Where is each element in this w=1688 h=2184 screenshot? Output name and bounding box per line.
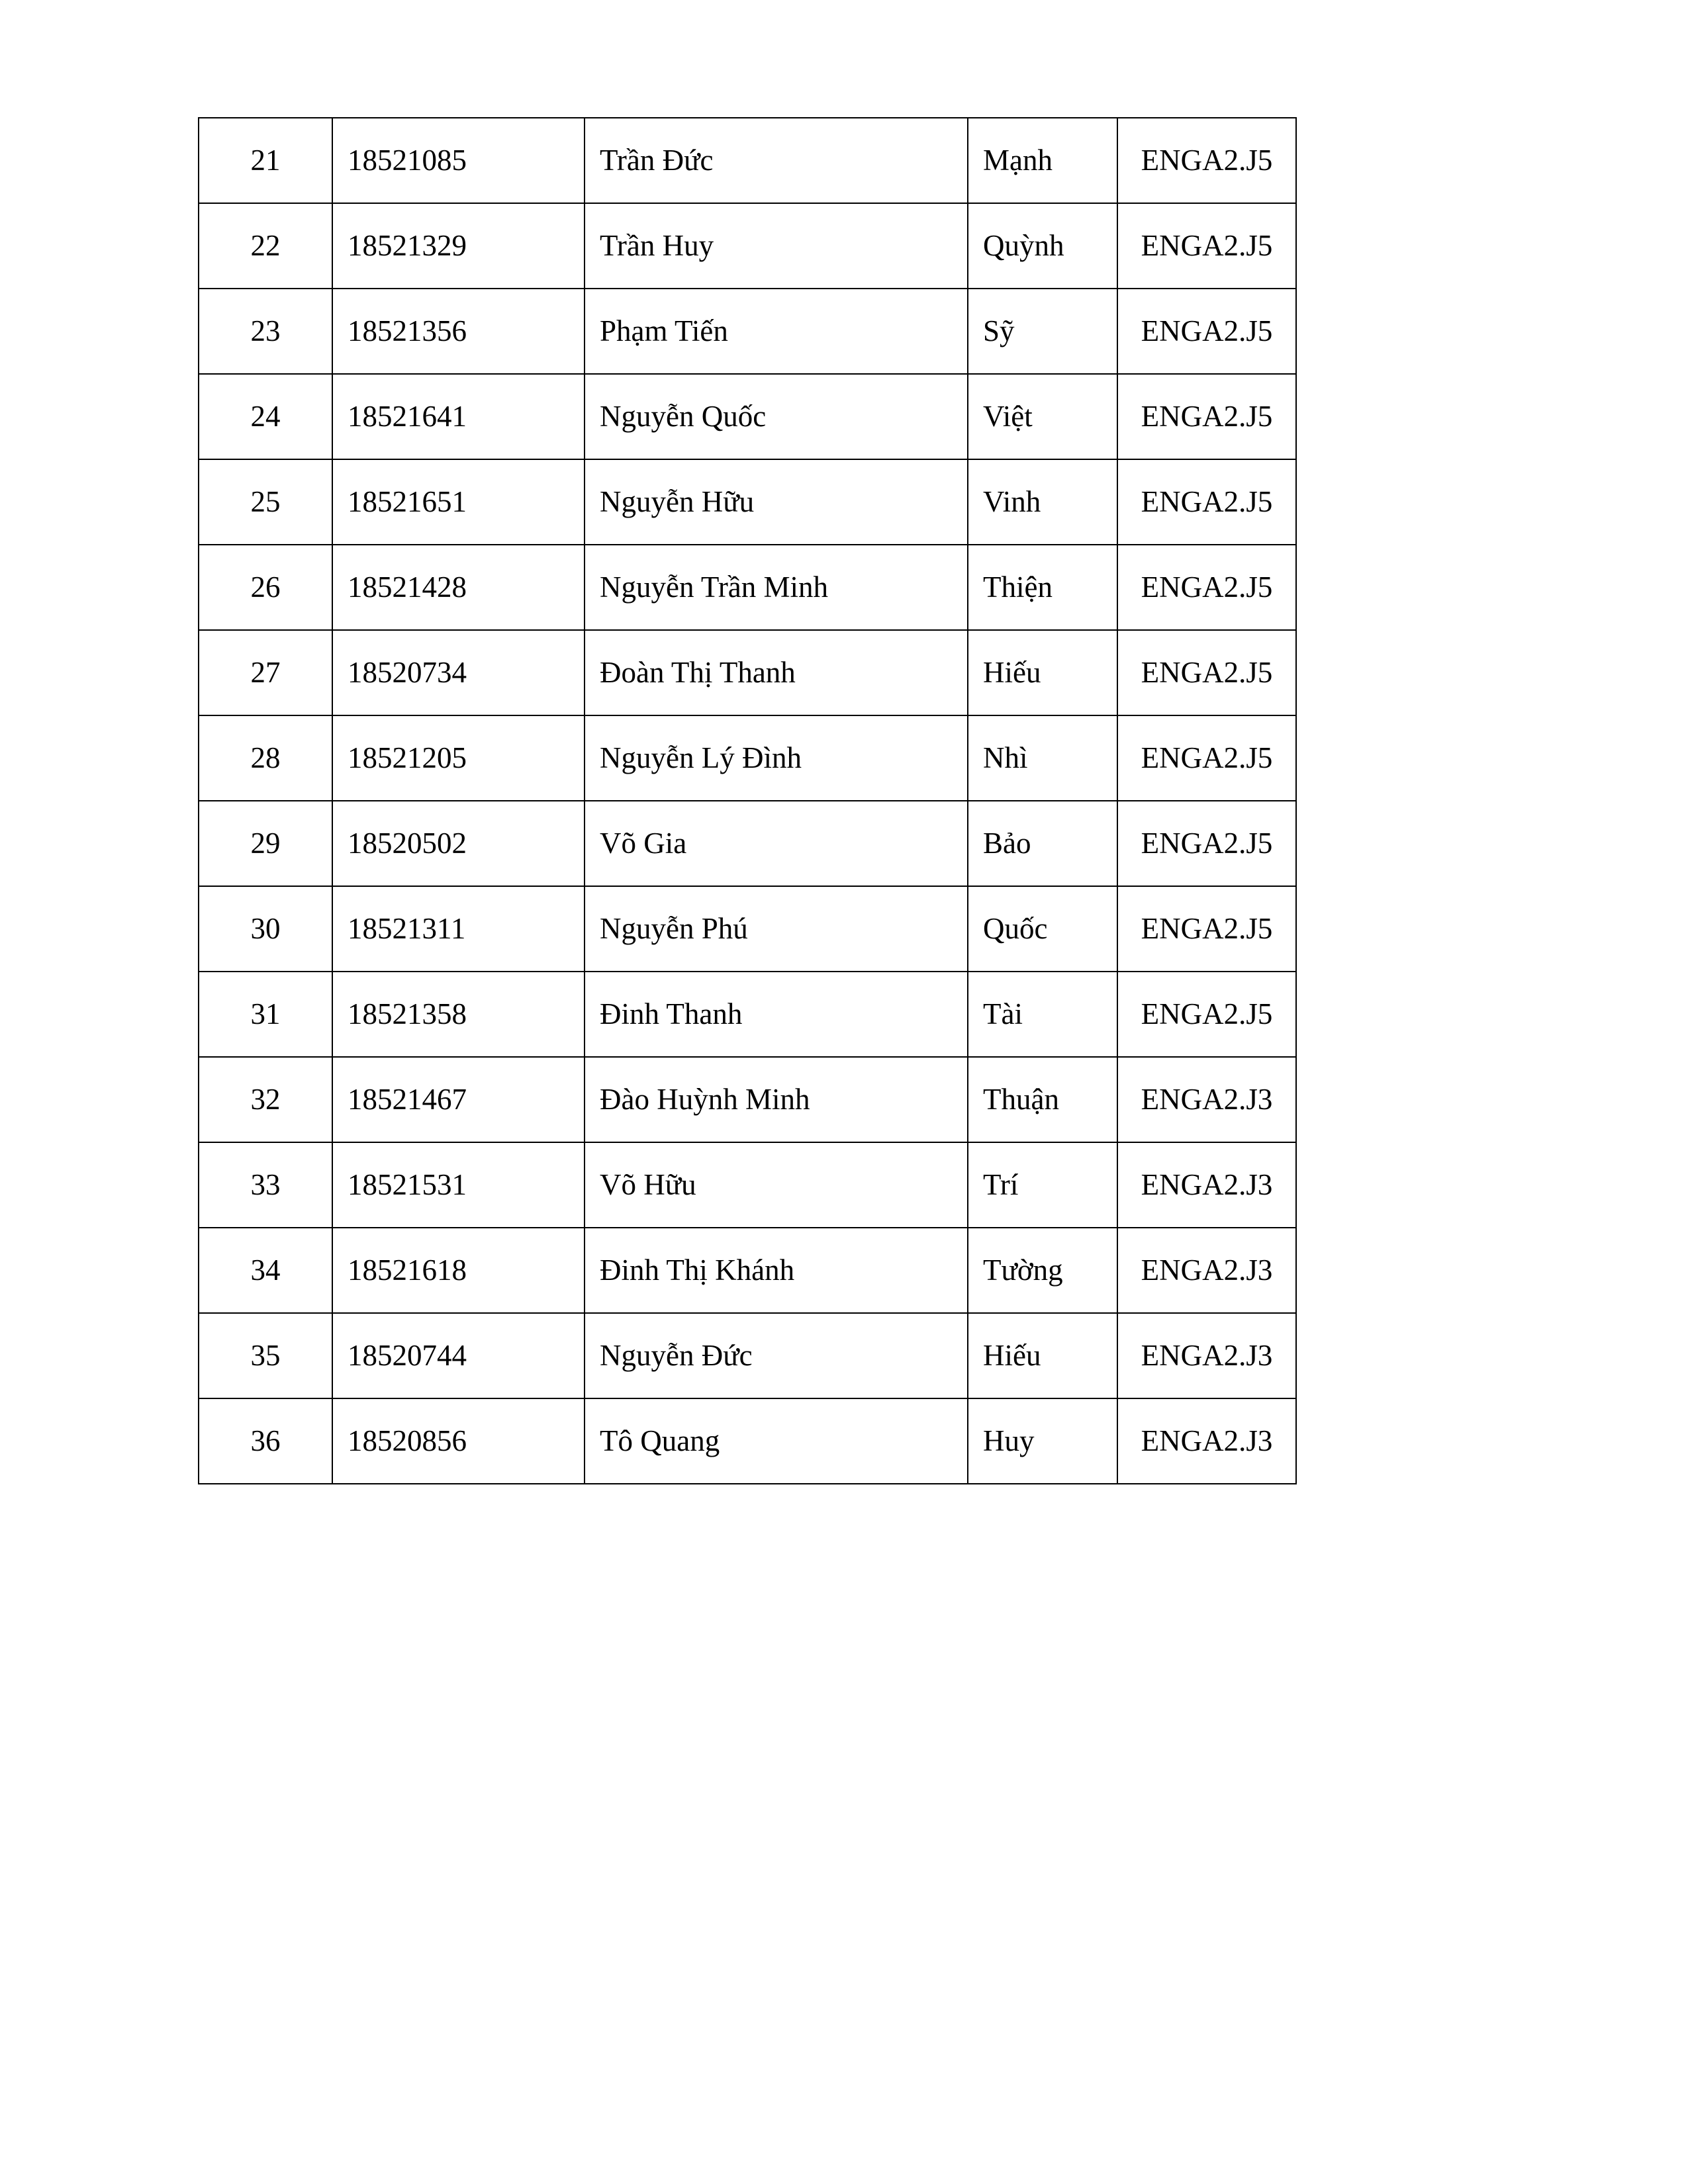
row-number-cell: 28 bbox=[199, 715, 332, 801]
row-number-cell: 33 bbox=[199, 1142, 332, 1228]
class-code-cell: ENGA2.J3 bbox=[1117, 1228, 1296, 1313]
student-id-cell: 18521356 bbox=[332, 289, 585, 374]
student-id-cell: 18521531 bbox=[332, 1142, 585, 1228]
given-name-cell: Nhì bbox=[968, 715, 1117, 801]
row-number-cell: 22 bbox=[199, 203, 332, 289]
class-code-cell: ENGA2.J5 bbox=[1117, 118, 1296, 203]
surname-cell: Trần Huy bbox=[585, 203, 968, 289]
surname-cell: Đinh Thị Khánh bbox=[585, 1228, 968, 1313]
student-id-cell: 18520744 bbox=[332, 1313, 585, 1398]
row-number-cell: 26 bbox=[199, 545, 332, 630]
row-number-cell: 27 bbox=[199, 630, 332, 715]
row-number-cell: 31 bbox=[199, 972, 332, 1057]
student-id-cell: 18521329 bbox=[332, 203, 585, 289]
table-row bbox=[199, 289, 1296, 374]
given-name-cell: Hiếu bbox=[968, 630, 1117, 715]
surname-cell: Nguyễn Lý Đình bbox=[585, 715, 968, 801]
given-name-cell: Bảo bbox=[968, 801, 1117, 886]
class-code-cell: ENGA2.J3 bbox=[1117, 1398, 1296, 1484]
table-row bbox=[199, 715, 1296, 801]
table-row bbox=[199, 1313, 1296, 1398]
table-row bbox=[199, 630, 1296, 715]
student-id-cell: 18521428 bbox=[332, 545, 585, 630]
table-row bbox=[199, 374, 1296, 459]
table-row bbox=[199, 1142, 1296, 1228]
student-id-cell: 18521651 bbox=[332, 459, 585, 545]
class-code-cell: ENGA2.J5 bbox=[1117, 459, 1296, 545]
class-code-cell: ENGA2.J5 bbox=[1117, 801, 1296, 886]
student-id-cell: 18521467 bbox=[332, 1057, 585, 1142]
row-number-cell: 25 bbox=[199, 459, 332, 545]
surname-cell: Nguyễn Đức bbox=[585, 1313, 968, 1398]
table-row bbox=[199, 972, 1296, 1057]
class-code-cell: ENGA2.J5 bbox=[1117, 630, 1296, 715]
surname-cell: Nguyễn Hữu bbox=[585, 459, 968, 545]
given-name-cell: Việt bbox=[968, 374, 1117, 459]
given-name-cell: Thuận bbox=[968, 1057, 1117, 1142]
class-code-cell: ENGA2.J3 bbox=[1117, 1057, 1296, 1142]
given-name-cell: Quỳnh bbox=[968, 203, 1117, 289]
given-name-cell: Tường bbox=[968, 1228, 1117, 1313]
row-number-cell: 30 bbox=[199, 886, 332, 972]
student-id-cell: 18521641 bbox=[332, 374, 585, 459]
student-id-cell: 18521618 bbox=[332, 1228, 585, 1313]
surname-cell: Nguyễn Phú bbox=[585, 886, 968, 972]
class-code-cell: ENGA2.J5 bbox=[1117, 886, 1296, 972]
table-row bbox=[199, 1228, 1296, 1313]
surname-cell: Nguyễn Quốc bbox=[585, 374, 968, 459]
student-list-table bbox=[198, 117, 1297, 1484]
row-number-cell: 21 bbox=[199, 118, 332, 203]
student-id-cell: 18521205 bbox=[332, 715, 585, 801]
given-name-cell: Tài bbox=[968, 972, 1117, 1057]
class-code-cell: ENGA2.J5 bbox=[1117, 289, 1296, 374]
row-number-cell: 24 bbox=[199, 374, 332, 459]
class-code-cell: ENGA2.J5 bbox=[1117, 545, 1296, 630]
surname-cell: Trần Đức bbox=[585, 118, 968, 203]
class-code-cell: ENGA2.J3 bbox=[1117, 1313, 1296, 1398]
student-id-cell: 18521358 bbox=[332, 972, 585, 1057]
row-number-cell: 32 bbox=[199, 1057, 332, 1142]
surname-cell: Võ Hữu bbox=[585, 1142, 968, 1228]
table-row bbox=[199, 203, 1296, 289]
table-row bbox=[199, 801, 1296, 886]
surname-cell: Đinh Thanh bbox=[585, 972, 968, 1057]
given-name-cell: Trí bbox=[968, 1142, 1117, 1228]
given-name-cell: Thiện bbox=[968, 545, 1117, 630]
table-row bbox=[199, 459, 1296, 545]
student-id-cell: 18521085 bbox=[332, 118, 585, 203]
row-number-cell: 36 bbox=[199, 1398, 332, 1484]
given-name-cell: Huy bbox=[968, 1398, 1117, 1484]
class-code-cell: ENGA2.J5 bbox=[1117, 972, 1296, 1057]
student-id-cell: 18520734 bbox=[332, 630, 585, 715]
surname-cell: Tô Quang bbox=[585, 1398, 968, 1484]
table-row bbox=[199, 1057, 1296, 1142]
given-name-cell: Mạnh bbox=[968, 118, 1117, 203]
table-row bbox=[199, 886, 1296, 972]
class-code-cell: ENGA2.J5 bbox=[1117, 203, 1296, 289]
student-id-cell: 18521311 bbox=[332, 886, 585, 972]
surname-cell: Võ Gia bbox=[585, 801, 968, 886]
given-name-cell: Hiếu bbox=[968, 1313, 1117, 1398]
table-row bbox=[199, 118, 1296, 203]
given-name-cell: Quốc bbox=[968, 886, 1117, 972]
row-number-cell: 23 bbox=[199, 289, 332, 374]
surname-cell: Nguyễn Trần Minh bbox=[585, 545, 968, 630]
surname-cell: Phạm Tiến bbox=[585, 289, 968, 374]
class-code-cell: ENGA2.J5 bbox=[1117, 715, 1296, 801]
table-row bbox=[199, 1398, 1296, 1484]
student-id-cell: 18520502 bbox=[332, 801, 585, 886]
given-name-cell: Sỹ bbox=[968, 289, 1117, 374]
student-table-body bbox=[199, 118, 1296, 1484]
surname-cell: Đào Huỳnh Minh bbox=[585, 1057, 968, 1142]
student-id-cell: 18520856 bbox=[332, 1398, 585, 1484]
row-number-cell: 29 bbox=[199, 801, 332, 886]
given-name-cell: Vinh bbox=[968, 459, 1117, 545]
row-number-cell: 35 bbox=[199, 1313, 332, 1398]
class-code-cell: ENGA2.J3 bbox=[1117, 1142, 1296, 1228]
table-row bbox=[199, 545, 1296, 630]
class-code-cell: ENGA2.J5 bbox=[1117, 374, 1296, 459]
row-number-cell: 34 bbox=[199, 1228, 332, 1313]
surname-cell: Đoàn Thị Thanh bbox=[585, 630, 968, 715]
